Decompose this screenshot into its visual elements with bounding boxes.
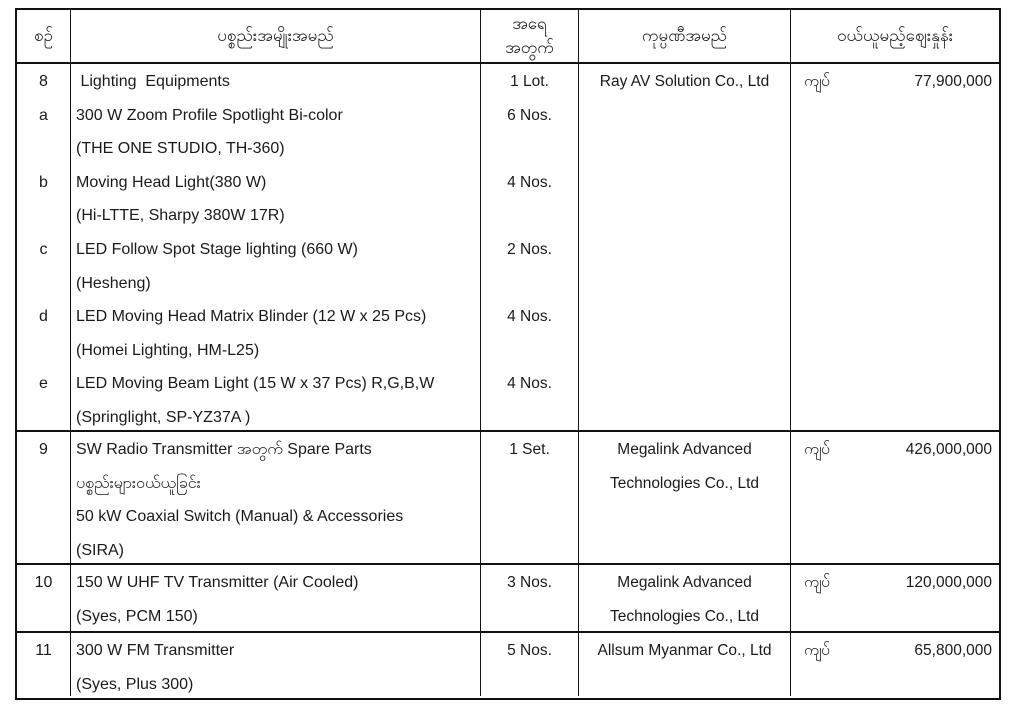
quantity-value: 4 Nos. bbox=[507, 308, 552, 326]
header-quantity bbox=[481, 10, 579, 62]
header-serial-label: စဉ် bbox=[34, 26, 53, 45]
row11-serial-cell bbox=[17, 633, 71, 696]
serial-value bbox=[17, 401, 70, 430]
quantity-value bbox=[481, 467, 578, 501]
item-text: (Hi-LTTE, Sharpy 380W 17R) bbox=[76, 207, 285, 225]
serial-value: 11 bbox=[35, 642, 52, 659]
row10-price-cell bbox=[791, 565, 999, 631]
item-text: (Springlight, SP-YZ37A ) bbox=[76, 408, 251, 426]
procurement-table bbox=[15, 8, 1001, 700]
serial-value: c bbox=[39, 240, 48, 258]
currency-label: ကျပ် bbox=[804, 441, 830, 458]
item-text: 300 W Zoom Profile Spotlight Bi-color bbox=[76, 106, 343, 124]
header-item-label: ပစ္စည်းအမျိုးအမည် bbox=[217, 26, 334, 45]
item-text: 150 W UHF TV Transmitter (Air Cooled) bbox=[76, 574, 359, 591]
quantity-value: 3 Nos. bbox=[507, 574, 552, 591]
item-text: (Hesheng) bbox=[76, 274, 151, 292]
quantity-value bbox=[481, 334, 578, 368]
item-text: 300 W FM Transmitter bbox=[76, 642, 235, 659]
item-text: ပစ္စည်းများဝယ်ယူခြင်း bbox=[76, 474, 201, 492]
item-text: (SIRA) bbox=[76, 541, 124, 559]
quantity-value: 1 Lot. bbox=[510, 73, 549, 90]
quantity-value: 5 Nos. bbox=[507, 642, 552, 659]
serial-value: e bbox=[39, 375, 48, 393]
row8-item-cell bbox=[71, 64, 481, 430]
serial-value: 9 bbox=[39, 441, 48, 458]
company-name: Technologies Co., Ltd bbox=[609, 474, 760, 492]
quantity-value bbox=[481, 401, 578, 430]
item-text: LED Follow Spot Stage lighting (660 W) bbox=[76, 240, 358, 258]
quantity-value bbox=[481, 132, 578, 166]
quantity-value: 1 Set. bbox=[509, 441, 550, 458]
table-row bbox=[17, 62, 999, 430]
row10-item-cell bbox=[71, 565, 481, 631]
item-text: LED Moving Head Matrix Blinder (12 W x 25 Pcs) bbox=[76, 308, 427, 326]
item-text: (Syes, PCM 150) bbox=[76, 607, 198, 625]
serial-value bbox=[17, 267, 70, 301]
company-name: Allsum Myanmar Co., Ltd bbox=[597, 642, 772, 659]
company-name bbox=[579, 99, 790, 133]
price-amount: 65,800,000 bbox=[914, 642, 992, 659]
row10-quantity-cell bbox=[481, 565, 579, 631]
price-amount: 77,900,000 bbox=[914, 73, 992, 90]
row9-item-cell bbox=[71, 432, 481, 563]
item-text: 50 kW Coaxial Switch (Manual) & Accessories bbox=[76, 508, 404, 526]
company-name: Technologies Co., Ltd bbox=[609, 607, 760, 625]
quantity-value bbox=[481, 267, 578, 301]
row10-serial-cell bbox=[17, 565, 71, 631]
table-header-row bbox=[17, 10, 999, 62]
company-name: Megalink Advanced bbox=[617, 574, 752, 591]
serial-value: a bbox=[39, 106, 48, 124]
item-text: (Syes, Plus 300) bbox=[76, 675, 194, 693]
company-name bbox=[579, 668, 790, 696]
price-amount: 426,000,000 bbox=[905, 441, 992, 458]
item-text: Lighting Equipments bbox=[76, 73, 230, 90]
company-name: Ray AV Solution Co., Ltd bbox=[599, 73, 770, 90]
header-price bbox=[791, 10, 999, 62]
row8-serial-cell bbox=[17, 64, 71, 430]
serial-value bbox=[17, 534, 70, 563]
quantity-value bbox=[481, 199, 578, 233]
item-text: LED Moving Beam Light (15 W x 37 Pcs) R,G,B,W bbox=[76, 375, 435, 393]
header-item-name bbox=[71, 10, 481, 62]
row8-quantity-cell bbox=[481, 64, 579, 430]
quantity-value bbox=[481, 534, 578, 563]
header-company-label: ကုမ္ပဏီအမည် bbox=[641, 26, 728, 45]
item-text: (Homei Lighting, HM-L25) bbox=[76, 341, 260, 359]
company-name: Megalink Advanced bbox=[617, 441, 752, 458]
currency-label: ကျပ် bbox=[804, 574, 830, 591]
item-text: Moving Head Light(380 W) bbox=[76, 173, 267, 191]
serial-value bbox=[17, 668, 70, 696]
table-row bbox=[17, 563, 999, 631]
row11-quantity-cell bbox=[481, 633, 579, 696]
quantity-value: 2 Nos. bbox=[507, 240, 552, 258]
quantity-value: 6 Nos. bbox=[507, 106, 552, 124]
serial-value: d bbox=[39, 308, 48, 326]
row9-price-cell bbox=[791, 432, 999, 563]
serial-value bbox=[17, 199, 70, 233]
row11-item-cell bbox=[71, 633, 481, 696]
row9-company-cell bbox=[579, 432, 791, 563]
serial-value bbox=[17, 500, 70, 534]
currency-label: ကျပ် bbox=[804, 73, 830, 90]
serial-value bbox=[17, 132, 70, 166]
row9-serial-cell bbox=[17, 432, 71, 563]
header-price-label: ဝယ်ယူမည့်ဈေးနှုန်း bbox=[836, 26, 954, 45]
currency-label: ကျပ် bbox=[804, 642, 830, 659]
quantity-value bbox=[481, 668, 578, 696]
item-text: (THE ONE STUDIO, TH-360) bbox=[76, 140, 285, 158]
header-company bbox=[579, 10, 791, 62]
serial-value bbox=[17, 467, 70, 501]
table-row bbox=[17, 631, 999, 696]
row8-price-cell bbox=[791, 64, 999, 430]
quantity-value: 4 Nos. bbox=[507, 375, 552, 393]
row10-company-cell bbox=[579, 565, 791, 631]
serial-value bbox=[17, 600, 70, 631]
price-amount: 120,000,000 bbox=[905, 574, 992, 591]
serial-value: 10 bbox=[34, 574, 53, 591]
serial-value: b bbox=[39, 173, 48, 191]
header-quantity-label: အရေ အတွက် bbox=[505, 14, 554, 57]
quantity-value bbox=[481, 600, 578, 631]
row8-company-cell bbox=[579, 64, 791, 430]
quantity-value bbox=[481, 500, 578, 534]
row11-company-cell bbox=[579, 633, 791, 696]
serial-value: 8 bbox=[39, 73, 48, 90]
row11-price-cell bbox=[791, 633, 999, 696]
row9-quantity-cell bbox=[481, 432, 579, 563]
item-text: SW Radio Transmitter အတွက် Spare Parts bbox=[76, 441, 372, 458]
table-row bbox=[17, 430, 999, 563]
quantity-value: 4 Nos. bbox=[507, 173, 552, 191]
header-serial bbox=[17, 10, 71, 62]
serial-value bbox=[17, 334, 70, 368]
